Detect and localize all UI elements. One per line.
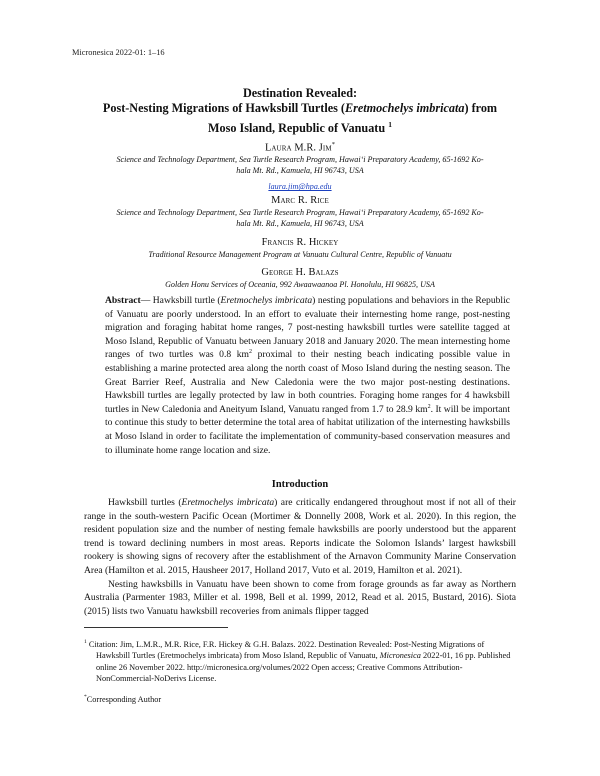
author-name: Francis R. Hickey <box>261 237 339 248</box>
title-text: Moso Island, Republic of Vanuatu <box>208 120 389 135</box>
author-affiliation <box>60 154 540 176</box>
affiliation-line: hala Mt. Rd., Kamuela, HI 96743, USA <box>236 219 364 228</box>
author-affiliation <box>60 207 540 229</box>
introduction-body <box>84 496 516 618</box>
corresponding-author-note <box>84 694 161 704</box>
footnote-body <box>84 637 516 684</box>
section-heading-introduction: Introduction <box>271 479 329 490</box>
title-species: Eretmochelys imbricata <box>344 101 465 116</box>
footnote-divider <box>84 627 228 628</box>
journal-name: Micronesica <box>379 651 421 661</box>
paragraph-text: ) are critically endangered throughout most if not all of their range in the south-western Pacific Ocean (Mortimer & Donnelly 2008, Work et al. 2020). In this region, the resident population size and the number of nesting female hawksbills are poorly understood but the apparent trend is toward declining numbers in most areas. Reports indicate the Solomon Islands’ largest hawksbill rookery is showing signs of recovery after the establishment of the Arnavon Community Marine Conservation Area (Hamilton et al. 2015, Hausheer 2017, Holland 2017, Vuto et al. 2019, Hamilton et al. 2021). <box>84 497 516 576</box>
citation-footnote <box>84 637 516 684</box>
author-block <box>60 194 540 229</box>
author-block <box>60 266 540 290</box>
superscript: 2 <box>249 349 253 356</box>
abstract-text: ) nesting populations and behaviors in the Republic of Vanuatu are poorly understood. In an effort to evaluate their internesting home range, post-nesting migration and foraging habitat home ranges, 7 post-nesting hawksbill turtles were satellite tagged at Moso Island, Republic of Vanuatu between January 2018 and January 2020. The mean internesting home ranges of two turtles was 0.8 km <box>105 295 511 361</box>
species-name: Eretmochelys imbricata <box>181 497 275 508</box>
paragraph-text: Hawksbill turtles ( <box>108 497 182 508</box>
author-email <box>60 176 540 194</box>
affiliation-line: hala Mt. Rd., Kamuela, HI 96743, USA <box>236 166 364 176</box>
title-text: Post-Nesting Migrations of Hawksbill Turtles ( <box>102 101 345 116</box>
author-affiliation: Traditional Resource Management Program at Vanuatu Cultural Centre, Republic of Vanuatu <box>148 250 452 259</box>
footnote-marker: 1 <box>84 639 87 645</box>
title-line-1: Destination Revealed: <box>242 86 358 100</box>
corresponding-marker: * <box>84 694 87 700</box>
abstract-text: . It will be important to continue this study to better determine the total area of habitat utilization of the internesting hawksbills at Moso Island in order to facilitate the implementation of community-based conservation measures and to illuminate home range location and size. <box>105 403 511 456</box>
footnote-ref[interactable]: 1 <box>388 119 392 129</box>
title-line-3 <box>60 117 540 136</box>
author-block <box>60 138 540 194</box>
abstract-text: — Hawksbill turtle ( <box>140 295 221 306</box>
corresponding-text: Corresponding Author <box>86 694 162 704</box>
author-block <box>60 236 540 260</box>
author-name: George H. Balazs <box>261 267 339 278</box>
corresponding-marker: * <box>331 141 336 148</box>
abstract-label: Abstract <box>105 295 141 306</box>
abstract <box>105 294 510 457</box>
affiliation-line: Science and Technology Department, Sea Turtle Research Program, Hawai‘i Preparatory Academy, 65-1692 Ko- <box>116 155 484 165</box>
abstract-species: Eretmochelys imbricata <box>220 295 313 306</box>
superscript: 2 <box>427 403 431 410</box>
paper-title <box>60 86 540 136</box>
affiliation-line: Science and Technology Department, Sea Turtle Research Program, Hawai‘i Preparatory Academy, 65-1692 Ko- <box>116 208 484 217</box>
email-link[interactable]: laura.jim@hpa.edu <box>268 182 332 192</box>
author-name <box>60 138 540 154</box>
paragraph: Nesting hawksbills in Vanuatu have been shown to come from forage grounds as far away as Northern Australia (Parmenter 1983, Miller et al. 1998, Bell et al. 1999, 2012, Read et al. 2015, Bustard, 2016). Siota (2015) lists two Vanuatu hawksbill recoveries from animals flipper tagged <box>84 578 516 617</box>
running-head: Micronesica 2022-01: 1–16 <box>72 48 165 57</box>
author-affiliation: Golden Honu Services of Oceania, 992 Awaawaanoa Pl. Honolulu, HI 96825, USA <box>165 280 435 289</box>
abstract-text: proximal to their nesting beach indicating possible value in establishing a marine protected area along the north coast of Moso Island during the nesting season. The Great Barrier Reef, Australia and New Caledonia were the two major post-nesting destinations. Hawksbill turtles are legally protected by law in both countries. Foraging home ranges for 4 hawksbill turtles in New Caledonia and Aneityum Island, Vanuatu ranged from 1.7 to 28.9 km <box>105 349 510 415</box>
title-text: ) from <box>464 101 498 116</box>
footnote-text: Citation: Jim, L.M.R., M.R. Rice, F.R. Hickey & G.H. Balazs. 2022. Destination Revealed: Post-Nesting Migrations of Hawksbill Turtles (Eretmochelys imbricata) from Moso Island, Republic of Vanuatu, <box>86 639 485 661</box>
author-name-text: Laura M.R. Jim <box>264 142 332 154</box>
title-line-2 <box>60 101 540 116</box>
author-name: Marc R. Rice <box>271 195 329 206</box>
footnote-text: 2022-01, 16 pp. Published online 26 November 2022. http://micronesica.org/volumes/2022 Open access; Creative Commons Attribution-NonCommercial-NoDerivs License. <box>96 651 511 683</box>
paragraph <box>84 496 516 578</box>
